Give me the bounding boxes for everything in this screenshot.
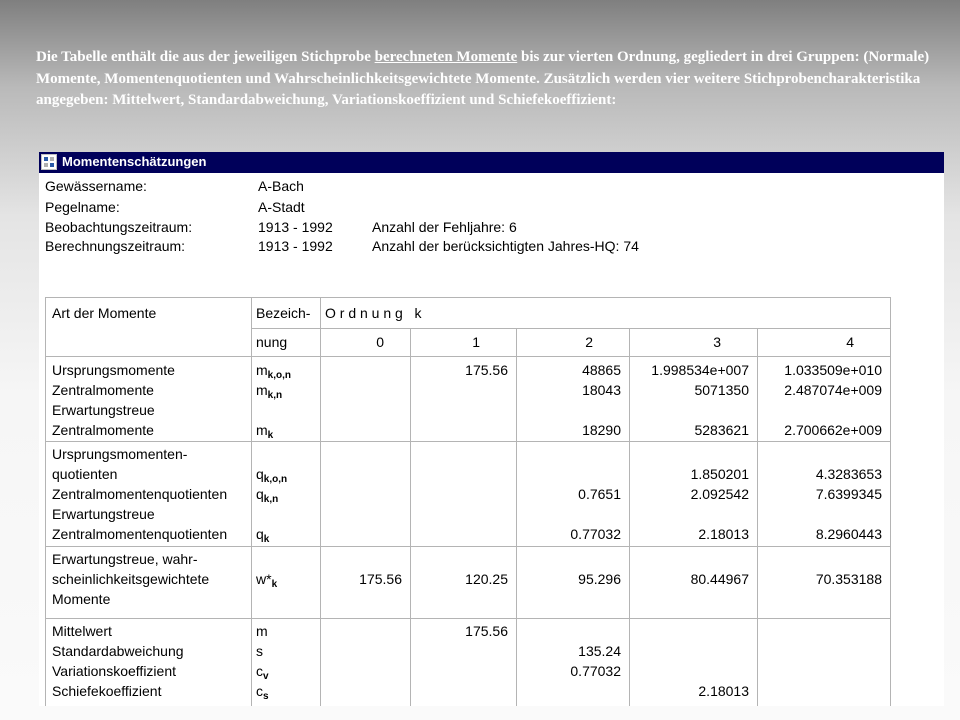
beobachtungszeitraum-value: 1913 - 1992 xyxy=(258,219,333,235)
row-label: quotienten xyxy=(52,466,118,482)
row-symbol xyxy=(256,641,320,661)
table-cell-value xyxy=(758,641,882,661)
group-symbols xyxy=(252,619,321,707)
beobachtungszeitraum-label: Beobachtungszeitraum: xyxy=(45,219,193,235)
table-cell-value: 2.18013 xyxy=(698,683,749,699)
table-cell-value: 2.18013 xyxy=(698,526,749,542)
table-cell-value xyxy=(517,504,621,524)
table-cell-value: 0.77032 xyxy=(570,663,621,679)
table-cell-value xyxy=(630,589,749,609)
order-3-values xyxy=(630,357,758,442)
symbol-subscript: k xyxy=(267,430,274,441)
table-cell-value xyxy=(758,549,882,569)
moment-group-row xyxy=(46,357,891,442)
order-4-values xyxy=(758,357,891,442)
row-symbol xyxy=(256,504,320,524)
row-symbol xyxy=(256,661,320,681)
table-cell-value: 120.25 xyxy=(465,571,508,587)
row-label: Zentralmomentenquotienten xyxy=(52,486,228,502)
order-3-values xyxy=(630,619,758,707)
moments-table xyxy=(45,297,891,706)
table-cell-value xyxy=(517,549,621,569)
table-cell-value xyxy=(517,589,621,609)
table-cell-value xyxy=(321,464,402,484)
pegel-value: A-Stadt xyxy=(258,199,305,215)
intro-text xyxy=(36,47,948,112)
header-ordnung: O r d n u n g k xyxy=(321,298,891,329)
table-header-row xyxy=(46,298,891,329)
symbol-base: c xyxy=(256,663,263,679)
order-4-values xyxy=(758,619,891,707)
berechnete-momente-link[interactable]: berechneten Momente xyxy=(374,49,518,65)
order-4-values xyxy=(758,442,891,547)
moment-group-row xyxy=(46,547,891,619)
group-symbols xyxy=(252,547,321,619)
symbol-base: q xyxy=(256,486,264,502)
table-cell-value xyxy=(411,524,508,544)
table-cell-value xyxy=(411,484,508,504)
row-symbol xyxy=(256,420,320,440)
table-cell-value xyxy=(630,549,749,569)
table-cell-value xyxy=(321,400,402,420)
table-cell-value: 18290 xyxy=(582,422,621,438)
table-cell-value: 2.487074e+009 xyxy=(784,382,882,398)
table-cell-value xyxy=(758,444,882,464)
table-cell-value xyxy=(630,621,749,641)
table-cell-value xyxy=(411,641,508,661)
symbol-base: m xyxy=(256,422,268,438)
order-0-values xyxy=(321,547,411,619)
table-cell-value xyxy=(321,444,402,464)
row-label: Ursprungsmomenten- xyxy=(52,446,188,462)
group-symbols xyxy=(252,442,321,547)
table-cell-value: 175.56 xyxy=(359,571,402,587)
order-3-values xyxy=(630,442,758,547)
symbol-subscript: v xyxy=(263,671,269,682)
table-cell-value xyxy=(411,444,508,464)
row-label: Erwartungstreue, wahr- xyxy=(52,551,198,567)
table-cell-value: 1.033509e+010 xyxy=(784,362,882,378)
row-symbol xyxy=(256,549,320,569)
table-cell-value: 0.7651 xyxy=(578,486,621,502)
row-symbol xyxy=(256,360,320,380)
table-cell-value xyxy=(758,621,882,641)
table-cell-value xyxy=(321,420,402,440)
symbol-base: s xyxy=(256,643,263,659)
symbol-base: m xyxy=(256,623,268,639)
pegel-label: Pegelname: xyxy=(45,199,120,215)
momentenschaetzungen-window xyxy=(39,152,944,706)
table-cell-value xyxy=(517,681,621,701)
table-cell-value: 4.3283653 xyxy=(815,466,882,482)
moment-group-row xyxy=(46,442,891,547)
table-cell-value xyxy=(321,661,402,681)
symbol-subscript: k xyxy=(271,579,278,590)
header-bezeichnung-1: Bezeich- xyxy=(252,298,321,329)
table-cell-value xyxy=(630,444,749,464)
table-cell-value xyxy=(321,641,402,661)
group-labels xyxy=(46,357,252,442)
intro-text-after: bis zur vierten Ordnung, gegliedert in drei Gruppen: (Normale) Momente, Momentenquotienten und Wahrscheinlichkeitsgewichtete Momente. Zusätzlich werden vier weitere Stichprobencharakteristika angegeben: Mittelwert, Standardabweichung, Variationskoeffizient und Schiefekoeffizient: xyxy=(36,49,930,108)
table-cell-value xyxy=(411,420,508,440)
table-cell-value xyxy=(630,641,749,661)
berechnungszeitraum-label: Berechnungszeitraum: xyxy=(45,238,186,254)
row-symbol xyxy=(256,524,320,544)
table-cell-value xyxy=(321,681,402,701)
order-3-values xyxy=(630,547,758,619)
table-cell-value xyxy=(758,400,882,420)
symbol-subscript: k xyxy=(263,534,270,545)
table-cell-value xyxy=(517,400,621,420)
row-label: Schiefekoeffizient xyxy=(52,683,162,699)
order-1-values xyxy=(411,619,517,707)
table-cell-value: 7.6399345 xyxy=(815,486,882,502)
row-symbol xyxy=(256,589,320,609)
intro-text-before: Die Tabelle enthält die aus der jeweiligen Stichprobe xyxy=(36,49,375,65)
table-cell-value xyxy=(411,380,508,400)
symbol-subscript: k,n xyxy=(263,494,279,505)
table-cell-value xyxy=(758,589,882,609)
window-title: Momentenschätzungen xyxy=(62,154,207,169)
table-cell-value xyxy=(411,589,508,609)
row-label: Standardabweichung xyxy=(52,643,184,659)
group-symbols xyxy=(252,357,321,442)
table-cell-value xyxy=(411,400,508,420)
table-cell-value: 5071350 xyxy=(694,382,749,398)
row-label: Mittelwert xyxy=(52,623,112,639)
table-cell-value: 2.092542 xyxy=(690,486,749,502)
fehljahre-text: Anzahl der Fehljahre: 6 xyxy=(372,219,517,235)
order-2-values xyxy=(517,442,630,547)
table-cell-value xyxy=(321,380,402,400)
row-symbol xyxy=(256,621,320,641)
symbol-subscript: k,o,n xyxy=(263,474,288,485)
order-2-values xyxy=(517,547,630,619)
table-cell-value xyxy=(758,661,882,681)
order-1-values xyxy=(411,547,517,619)
row-symbol xyxy=(256,681,320,701)
order-3: 3 xyxy=(630,329,758,357)
symbol-base: q xyxy=(256,466,264,482)
table-cell-value xyxy=(321,524,402,544)
row-label: Zentralmomentenquotienten xyxy=(52,526,228,542)
table-cell-value: 135.24 xyxy=(578,643,621,659)
order-1-values xyxy=(411,357,517,442)
table-cell-value: 0.77032 xyxy=(570,526,621,542)
order-4: 4 xyxy=(758,329,891,357)
row-label: Ursprungsmomente xyxy=(52,362,175,378)
table-cell-value xyxy=(411,504,508,524)
row-label: Zentralmomente xyxy=(52,422,154,438)
table-cell-value xyxy=(321,621,402,641)
order-0-values xyxy=(321,357,411,442)
table-cell-value xyxy=(321,360,402,380)
row-label: Variationskoeffizient xyxy=(52,663,176,679)
table-cell-value xyxy=(321,549,402,569)
symbol-subscript: k,o,n xyxy=(267,370,292,381)
table-cell-value: 1.998534e+007 xyxy=(651,362,749,378)
row-label: scheinlichkeitsgewichtete xyxy=(52,571,210,587)
table-cell-value xyxy=(758,504,882,524)
row-symbol xyxy=(256,484,320,504)
order-2-values xyxy=(517,619,630,707)
table-cell-value: 18043 xyxy=(582,382,621,398)
row-symbol xyxy=(256,380,320,400)
order-2-values xyxy=(517,357,630,442)
row-symbol xyxy=(256,400,320,420)
table-cell-value xyxy=(630,400,749,420)
symbol-base: q xyxy=(256,526,264,542)
table-cell-value xyxy=(630,504,749,524)
symbol-base: m xyxy=(256,382,268,398)
table-cell-value: 80.44967 xyxy=(690,571,749,587)
table-cell-value: 48865 xyxy=(582,362,621,378)
row-label: Momente xyxy=(52,591,111,607)
symbol-base: c xyxy=(256,683,263,699)
window-titlebar[interactable] xyxy=(39,152,944,173)
jahres-hq-text: Anzahl der berücksichtigten Jahres-HQ: 74 xyxy=(372,238,639,254)
order-2: 2 xyxy=(517,329,630,357)
order-4-values xyxy=(758,547,891,619)
table-cell-value: 5283621 xyxy=(694,422,749,438)
header-bezeichnung-2: nung xyxy=(252,329,321,357)
gewaesser-value: A-Bach xyxy=(258,178,304,194)
table-cell-value: 95.296 xyxy=(578,571,621,587)
moment-group-row xyxy=(46,619,891,707)
table-cell-value xyxy=(411,661,508,681)
symbol-base: w* xyxy=(256,571,272,587)
table-cell-value xyxy=(321,589,402,609)
table-cell-value xyxy=(517,444,621,464)
table-cell-value: 2.700662e+009 xyxy=(784,422,882,438)
order-0-values xyxy=(321,619,411,707)
gewaesser-label: Gewässername: xyxy=(45,178,147,194)
row-symbol xyxy=(256,464,320,484)
header-art-der-momente: Art der Momente xyxy=(46,298,252,357)
berechnungszeitraum-value: 1913 - 1992 xyxy=(258,238,333,254)
group-labels xyxy=(46,619,252,707)
table-cell-value xyxy=(321,484,402,504)
table-cell-value xyxy=(411,464,508,484)
table-cell-value: 175.56 xyxy=(465,362,508,378)
row-label: Erwartungstreue xyxy=(52,402,155,418)
table-cell-value: 175.56 xyxy=(465,623,508,639)
row-symbol xyxy=(256,569,320,589)
symbol-subscript: k,n xyxy=(267,390,283,401)
table-cell-value xyxy=(321,504,402,524)
table-cell-value xyxy=(517,464,621,484)
order-1: 1 xyxy=(411,329,517,357)
table-cell-value xyxy=(517,621,621,641)
table-cell-value xyxy=(411,681,508,701)
table-cell-value: 70.353188 xyxy=(815,571,882,587)
order-1-values xyxy=(411,442,517,547)
table-cell-value: 8.2960443 xyxy=(815,526,882,542)
row-label: Zentralmomente xyxy=(52,382,154,398)
row-symbol xyxy=(256,444,320,464)
table-cell-value: 1.850201 xyxy=(690,466,749,482)
order-0: 0 xyxy=(321,329,411,357)
row-label: Erwartungstreue xyxy=(52,506,155,522)
window-icon xyxy=(41,154,57,170)
group-labels xyxy=(46,547,252,619)
table-cell-value xyxy=(630,661,749,681)
table-cell-value xyxy=(411,549,508,569)
table-cell-value xyxy=(758,681,882,701)
order-0-values xyxy=(321,442,411,547)
group-labels xyxy=(46,442,252,547)
symbol-base: m xyxy=(256,362,268,378)
symbol-subscript: s xyxy=(263,691,269,702)
